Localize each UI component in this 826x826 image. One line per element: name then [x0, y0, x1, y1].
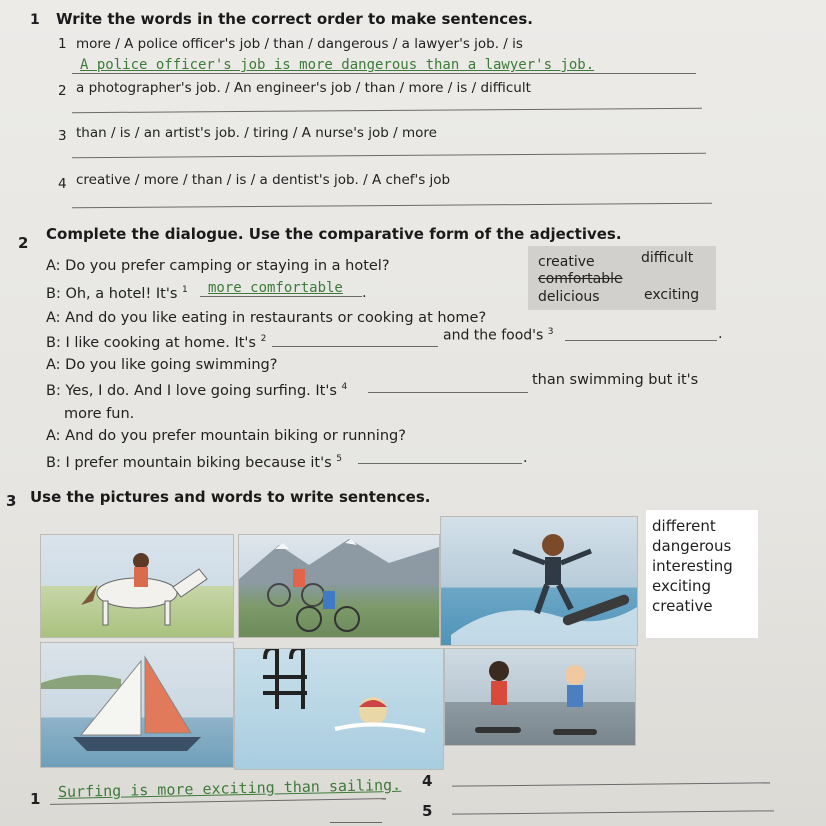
ex3-answer5-line[interactable]	[452, 810, 774, 814]
sailboat-icon	[41, 643, 233, 767]
ex2-line2-end: .	[362, 285, 367, 301]
ex1-number: 1	[30, 12, 40, 28]
ex2-line2-text: B: Oh, a hotel! It's	[46, 285, 178, 302]
ex2-line9	[46, 454, 342, 471]
ex2-gap4-number: 4	[341, 382, 348, 392]
picture-skateboarding	[444, 648, 636, 746]
ex2-line6-text: B: Yes, I do. And I love going surfing. It's	[46, 382, 337, 399]
ex2-word-exciting: exciting	[644, 287, 700, 303]
ex2-line6-end: than swimming but it's	[532, 372, 699, 388]
ex1-item1-line	[72, 73, 696, 74]
ex2-number: 2	[18, 234, 29, 252]
ex1-item3-number: 3	[58, 128, 67, 144]
ex1-item4-prompt: creative / more / than / is / a dentist's job. / A chef's job	[76, 172, 451, 188]
ex3-word-dangerous: dangerous	[652, 537, 732, 555]
ex2-line5: A: Do you like going swimming?	[46, 357, 278, 373]
picture-sailing	[40, 642, 234, 768]
swimmer-icon	[235, 649, 443, 769]
horse-rider-icon	[41, 535, 233, 637]
ex2-line4-text: B: I like cooking at home. It's	[46, 334, 256, 351]
ex3-word-creative: creative	[652, 597, 713, 615]
ex2-word-box	[528, 246, 716, 310]
ex3-number: 3	[6, 492, 17, 510]
ex3-answer2-line-partial[interactable]	[330, 822, 382, 823]
ex3-word-exciting: exciting	[652, 577, 712, 595]
ex1-item3-line[interactable]	[72, 153, 706, 158]
ex3-answer5-number: 5	[422, 802, 433, 820]
ex2-line4-mid-text: and the food's	[443, 327, 544, 344]
ex1-item2-prompt: a photographer's job. / An engineer's job / than / more / is / difficult	[76, 80, 531, 96]
ex2-gap5-number: 5	[336, 454, 342, 464]
ex1-item3-prompt: than / is / an artist's job. / tiring / A nurse's job / more	[76, 125, 437, 141]
ex1-heading: Write the words in the correct order to make sentences.	[56, 10, 533, 28]
ex1-item2-line[interactable]	[72, 108, 702, 113]
ex2-line1: A: Do you prefer camping or staying in a hotel?	[46, 258, 390, 274]
ex2-gap5-line[interactable]	[358, 463, 522, 464]
ex2-line4	[46, 334, 266, 351]
ex2-gap3-line[interactable]	[565, 340, 717, 341]
ex3-answer4-line[interactable]	[452, 782, 770, 786]
picture-surfing	[440, 516, 638, 646]
picture-horse-riding	[40, 534, 234, 638]
ex1-item4-line[interactable]	[72, 203, 712, 208]
ex2-line7: more fun.	[64, 406, 135, 422]
ex2-word-creative: creative	[538, 254, 595, 270]
ex3-answer4-number: 4	[422, 772, 433, 790]
ex2-gap1-answer[interactable]: more comfortable	[208, 280, 343, 296]
ex2-gap3-number: 3	[547, 327, 554, 337]
ex2-line3: A: And do you like eating in restaurants or cooking at home?	[46, 310, 487, 326]
ex2-gap4-line[interactable]	[368, 392, 528, 393]
ex1-item1-number: 1	[58, 36, 67, 52]
skaters-icon	[445, 649, 635, 745]
ex2-line4-end: .	[718, 326, 723, 342]
ex2-word-difficult: difficult	[641, 250, 694, 266]
surfer-icon	[441, 517, 637, 645]
ex2-line9-end: .	[523, 450, 528, 466]
ex1-item4-number: 4	[58, 176, 67, 192]
ex1-item1-prompt: more / A police officer's job / than / dangerous / a lawyer's job. / is	[76, 36, 523, 52]
ex1-item2-number: 2	[58, 83, 67, 99]
ex2-line6	[46, 382, 347, 399]
ex3-word-box	[646, 510, 758, 638]
ex2-gap2-number: 2	[260, 334, 267, 344]
ex2-gap1-line	[200, 296, 362, 297]
ex2-heading: Complete the dialogue. Use the comparative form of the adjectives.	[46, 225, 622, 243]
ex3-word-different: different	[652, 517, 716, 535]
ex2-line8: A: And do you prefer mountain biking or running?	[46, 428, 406, 444]
ex2-word-delicious: delicious	[538, 289, 600, 305]
ex2-gap2-line[interactable]	[272, 346, 438, 347]
ex2-line2	[46, 285, 188, 302]
ex2-line4-mid	[443, 327, 554, 344]
ex2-line9-text: B: I prefer mountain biking because it's	[46, 454, 332, 471]
picture-mountain-biking	[238, 534, 440, 638]
picture-swimming	[234, 648, 444, 770]
ex3-answer1[interactable]: Surfing is more exciting than sailing.	[57, 775, 402, 801]
ex2-gap1-number: 1	[182, 285, 188, 295]
ex3-answer1-number: 1	[30, 790, 41, 808]
ex3-heading: Use the pictures and words to write sentences.	[30, 488, 431, 506]
bikes-icon	[239, 535, 439, 637]
ex1-item1-answer[interactable]: A police officer's job is more dangerous than a lawyer's job.	[80, 57, 595, 73]
ex2-word-comfortable: comfortable	[538, 271, 623, 287]
ex3-word-interesting: interesting	[652, 557, 733, 575]
